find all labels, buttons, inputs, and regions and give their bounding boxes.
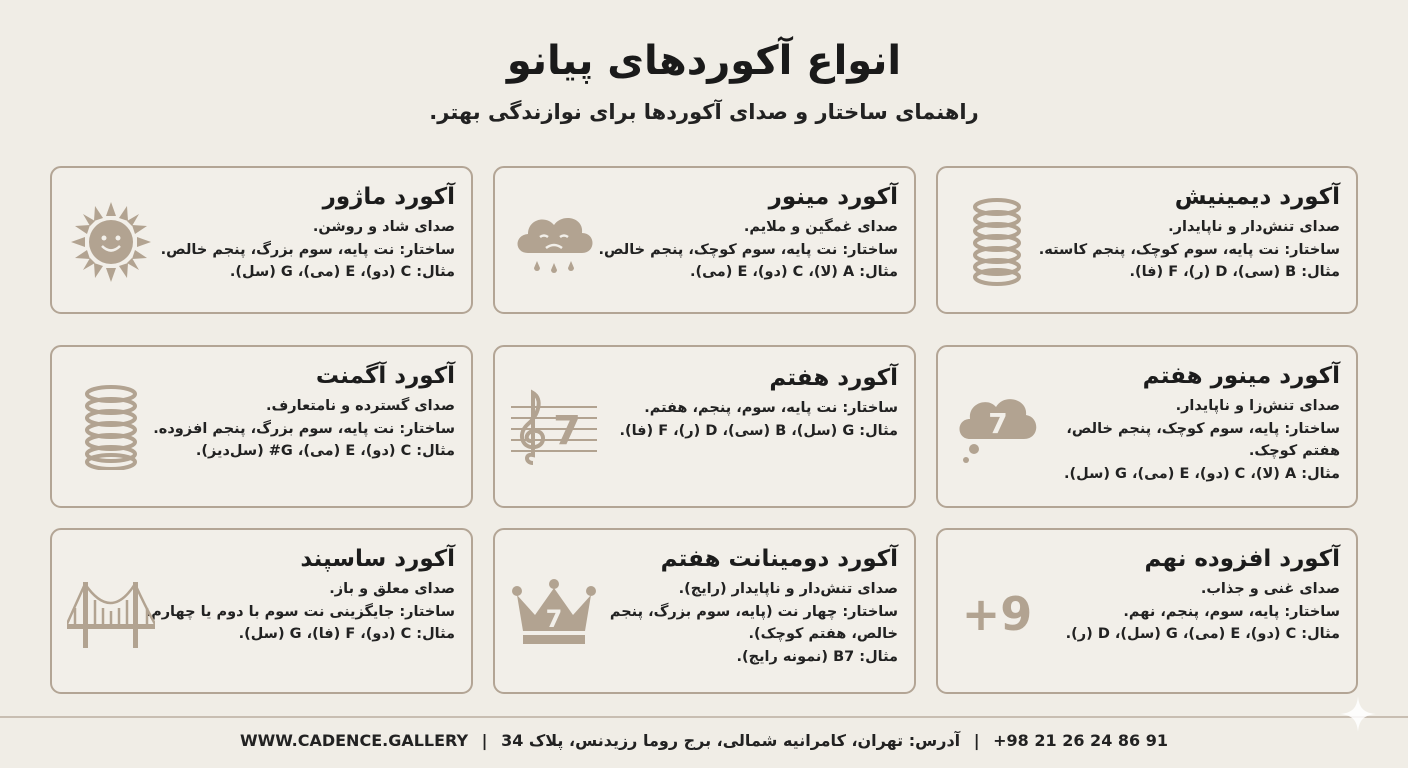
card-line: صدای گسترده و نامتعارف. bbox=[265, 398, 455, 414]
card-title: آکورد آگمنت bbox=[315, 363, 455, 389]
footer-website-link[interactable]: WWW.CADENCE.GALLERY bbox=[240, 731, 469, 750]
card-augmented bbox=[50, 345, 473, 508]
card-line: خالص، هفتم کوچک). bbox=[748, 626, 898, 642]
card-line: مثال: A (لا)، C (دو)، E (می). bbox=[689, 264, 898, 280]
card-title: آکورد ساسپند bbox=[300, 546, 455, 572]
card-title: آکورد دیمینیش bbox=[1174, 184, 1340, 210]
page-title: انواع آکوردهای پیانو bbox=[506, 38, 902, 84]
icon-label: 7 bbox=[545, 605, 563, 633]
card-line: ساختار: نت پایه، سوم، پنجم، هفتم. bbox=[644, 400, 898, 416]
plus-nine-icon bbox=[948, 560, 1046, 668]
card-line: ساختار: چهار نت (پایه، سوم بزرگ، پنجم bbox=[609, 603, 898, 620]
footer bbox=[0, 728, 1408, 754]
sad-cloud-icon bbox=[505, 188, 603, 296]
card-line: مثال: A (لا)، C (دو)، E (می)، G (سل). bbox=[1064, 465, 1340, 482]
footer-separator: | bbox=[973, 731, 980, 750]
icon-label: 7 bbox=[553, 408, 581, 454]
card-title: آکورد دومینانت هفتم bbox=[660, 546, 898, 572]
suspension-bridge-icon bbox=[62, 560, 160, 668]
card-title: آکورد مینور bbox=[768, 184, 898, 210]
card-title: آکورد هفتم bbox=[769, 365, 898, 391]
card-line: مثال: G (سل)، B (سی)، D (ر)، F (فا). bbox=[619, 422, 898, 439]
card-line: صدای تنش‌دار و ناپایدار (رایج). bbox=[678, 581, 898, 597]
card-minor-seventh bbox=[936, 345, 1358, 508]
header bbox=[0, 30, 1408, 128]
card-line: صدای شاد و روشن. bbox=[312, 219, 455, 235]
card-line: ساختار: پایه، سوم کوچک، پنجم خالص، bbox=[1066, 420, 1340, 437]
card-line: ساختار: نت پایه، سوم کوچک، پنجم کاسته. bbox=[1038, 241, 1340, 258]
icon-label: +9 bbox=[961, 587, 1033, 641]
card-seventh bbox=[493, 345, 916, 508]
footer-address: آدرس: تهران، کامرانیه شمالی، برج روما رزیدنس، پلاک 34 bbox=[501, 731, 961, 750]
card-dominant-seventh bbox=[493, 528, 916, 694]
card-title: آکورد ماژور bbox=[322, 184, 455, 210]
page-subtitle: راهنمای ساختار و صدای آکوردها برای نوازندگی بهتر. bbox=[429, 100, 979, 124]
card-line: ساختار: نت پایه، سوم کوچک، پنجم خالص. bbox=[598, 241, 898, 258]
footer-separator: | bbox=[481, 731, 488, 750]
card-line: مثال: C (دو)، E (می)، G (سل). bbox=[229, 264, 455, 280]
card-line: ساختار: جایگزینی نت سوم با دوم یا چهارم. bbox=[145, 603, 455, 620]
card-line: مثال: B7 (نمونه رایج). bbox=[736, 648, 898, 665]
card-diminished bbox=[936, 166, 1358, 314]
smiling-sun-icon bbox=[62, 188, 160, 296]
card-minor bbox=[493, 166, 916, 314]
card-line: مثال: C (دو)، E (می)، G (سل)، D (ر). bbox=[1065, 626, 1340, 642]
card-line: ساختار: نت پایه، سوم بزرگ، پنجم خالص. bbox=[160, 241, 455, 258]
card-line: صدای غنی و جذاب. bbox=[1200, 581, 1340, 597]
spring-icon bbox=[62, 377, 160, 477]
card-line: صدای تنش‌دار و ناپایدار. bbox=[1168, 219, 1340, 235]
card-line: هفتم کوچک. bbox=[1248, 443, 1340, 459]
card-line: ساختار: نت پایه، سوم بزرگ، پنجم افزوده. bbox=[153, 420, 455, 437]
card-add-ninth bbox=[936, 528, 1358, 694]
card-line: صدای معلق و باز. bbox=[329, 581, 455, 597]
treble-clef-seven-icon bbox=[505, 377, 603, 477]
footer-divider bbox=[0, 716, 1408, 718]
card-title: آکورد افزوده نهم bbox=[1144, 546, 1340, 572]
card-line: ساختار: پایه، سوم، پنجم، نهم. bbox=[1123, 603, 1340, 620]
card-line: مثال: C (دو)، E (می)، G# (سل‌دیز). bbox=[195, 443, 455, 459]
icon-label: 7 bbox=[988, 407, 1008, 440]
spring-icon bbox=[948, 188, 1046, 296]
footer-phone[interactable]: +98 21 26 24 86 91 bbox=[993, 731, 1168, 750]
card-line: صدای غمگین و ملایم. bbox=[743, 219, 898, 235]
card-line: مثال: C (دو)، F (فا)، G (سل). bbox=[238, 626, 455, 642]
thought-cloud-seven-icon bbox=[948, 377, 1046, 477]
crown-seven-icon bbox=[505, 560, 603, 668]
card-major bbox=[50, 166, 473, 314]
sparkle-icon bbox=[1338, 694, 1378, 734]
card-suspended bbox=[50, 528, 473, 694]
card-line: صدای تنش‌زا و ناپایدار. bbox=[1175, 398, 1340, 414]
card-title: آکورد مینور هفتم bbox=[1142, 363, 1340, 389]
card-line: مثال: B (سی)، D (ر)، F (فا). bbox=[1129, 264, 1340, 280]
